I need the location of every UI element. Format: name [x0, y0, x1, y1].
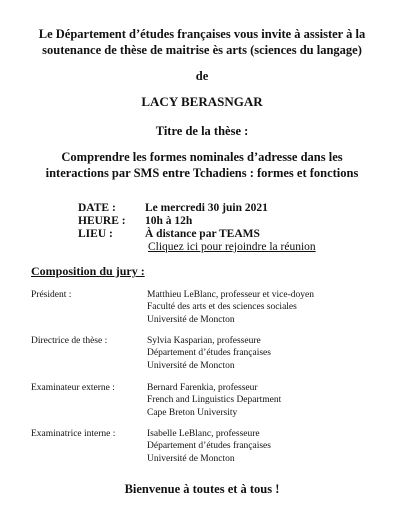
intro-line-2: soutenance de thèse de maitrise ès arts (sciences du langage) [42, 42, 362, 57]
thesis-title-line-2: interactions par SMS entre Tchadiens : formes et fonctions [45, 165, 359, 180]
de-label: de [195, 69, 209, 83]
jury-line: Matthieu LeBlanc, professeur et vice-doyen [147, 290, 314, 300]
invitation-intro [0, 27, 404, 58]
candidate-name: LACY BERASNGAR [141, 94, 263, 109]
jury-line: Département d’études françaises [147, 441, 271, 452]
time-value: 10h à 12h [145, 215, 193, 227]
event-details [78, 202, 316, 253]
time-label: HEURE : [78, 215, 126, 227]
jury-line: Bernard Farenkia, professeur [147, 383, 258, 393]
jury-line: Isabelle LeBlanc, professeure [147, 429, 260, 439]
jury-details [147, 335, 397, 372]
time-row [78, 215, 268, 228]
thesis-title-line-1: Comprendre les formes nominales d’adresse dans les [61, 150, 343, 164]
jury-details [147, 382, 397, 419]
intro-line-1: Le Département d’études françaises vous invite à assister à la [38, 27, 366, 41]
jury-line: French and Linguistics Department [147, 395, 282, 406]
jury-details [147, 428, 397, 465]
jury-line: Université de Moncton [147, 360, 235, 371]
welcome-message: Bienvenue à toutes et à tous ! [124, 482, 280, 496]
jury-details [147, 289, 397, 326]
thesis-title-label: Titre de la thèse : [155, 124, 249, 138]
thesis-title [0, 150, 404, 181]
join-meeting-link[interactable]: Cliquez ici pour rejoindre la réunion [148, 241, 316, 253]
date-label: DATE : [78, 202, 116, 214]
location-value: À distance par TEAMS [145, 228, 260, 240]
jury-role: Examinatrice interne : [31, 429, 116, 439]
jury-role: Président : [31, 290, 72, 300]
jury-line: Cape Breton University [147, 407, 238, 418]
date-row [78, 202, 268, 215]
jury-line: Université de Moncton [147, 453, 235, 464]
jury-role: Directrice de thèse : [31, 336, 108, 346]
jury-line: Université de Moncton [147, 314, 235, 325]
location-row [78, 228, 268, 241]
jury-role: Examinateur externe : [31, 383, 115, 393]
jury-line: Faculté des arts et des sciences sociales [147, 302, 297, 313]
date-value: Le mercredi 30 juin 2021 [145, 202, 268, 214]
jury-heading: Composition du jury : [31, 264, 145, 278]
location-label: LIEU : [78, 228, 113, 240]
jury-line: Département d’études françaises [147, 348, 271, 359]
jury-line: Sylvia Kasparian, professeure [147, 336, 261, 346]
